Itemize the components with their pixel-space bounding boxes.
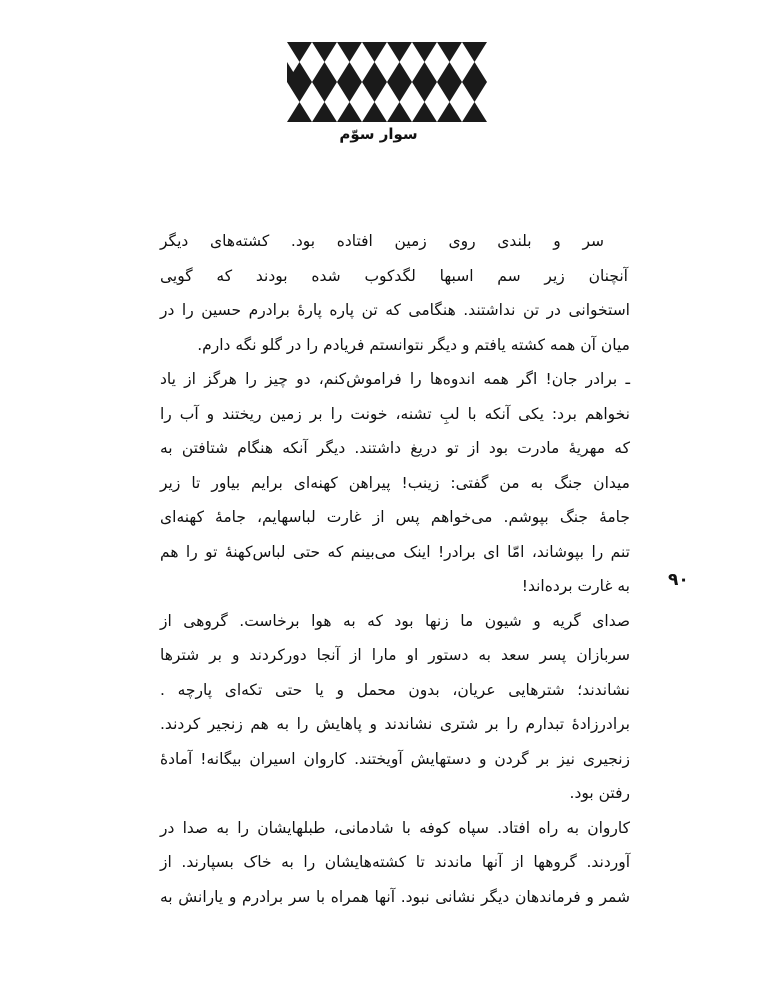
text-line: سربازان پسر سعد به دستور او مارا از آنجا دورکردند و بر شترها — [160, 646, 630, 664]
text-line: نخواهم برد: یکی آنکه با لبِ تشنه، خونت را بر زمین ریختند و آب را — [160, 404, 630, 423]
text-line: برادرزادهٔ تبدارم را بر شتری نشاندند و پاهایش را به هم زنجیر کردند. — [160, 715, 630, 733]
text-line: شمر و فرماندهان دیگر نشانی نبود. آنها همراه با سر برادرم و یارانش به — [160, 887, 630, 906]
text-line: سر و بلندی روی زمین افتاده بود. کشته‌های دیگر — [160, 232, 604, 250]
chapter-title: سوار سوّم — [339, 125, 418, 143]
text-line: زنجیری نیز بر گردن و دستهایش آویختند. کاروان اسیران بیگانه! آمادهٔ — [160, 749, 630, 768]
text-line: ـ برادر جان! اگر همه اندوه‌ها را فراموش‌کنم، دو چیز را هرگز از یاد — [160, 370, 630, 388]
text-line: آوردند. گروهها از آنها ماندند تا کشته‌هایشان را به خاک بسپارند. از — [160, 853, 630, 871]
text-line: صدای گریه و شیون ما زنها بود که به هوا برخاست. گروهی از — [160, 611, 630, 630]
text-line: رفتن بود. — [569, 784, 630, 802]
text-line: کاروان به راه افتاد. سپاه کوفه با شادمانی، طبلهایشان را به صدا در — [160, 818, 630, 837]
text-line: به غارت برده‌اند! — [521, 577, 630, 595]
text-line: میدان جنگ به من گفتی: زینب! پیراهن کهنه‌ای برایم بیاور تا زیر — [160, 473, 630, 492]
text-line: جامهٔ جنگ بپوشم. می‌خواهم پس از غارت لباسهایم، جامهٔ کهنه‌ای — [160, 508, 630, 526]
text-line: آنچنان زیر سم اسبها لگدکوب شده بودند که گویی — [160, 266, 628, 285]
body-text — [160, 224, 630, 914]
text-line: استخوانی در تن نداشتند. هنگامی که تن پاره پارهٔ برادرم حسین را در — [160, 301, 630, 319]
text-line: نشاندند؛ شترهایی عریان، بدون محمل و یا حتی تکه‌ای پارچه . — [160, 680, 630, 699]
triangle-pattern-ornament-icon — [287, 42, 493, 122]
text-line: که مهریهٔ مادرت بود از تو دریغ داشتند. دیگر آنکه هنگام شتافتن به — [160, 439, 630, 457]
page-number: ۹۰ — [668, 570, 689, 590]
text-line: میان آن همه کشته یافتم و دیگر نتوانستم فریادم را در گلو نگه دارم. — [197, 335, 630, 354]
text-line: تنم را بپوشاند، امّا ای برادر! اینک می‌بینم که حتی لباس‌کهنهٔ تو را هم — [160, 542, 630, 561]
